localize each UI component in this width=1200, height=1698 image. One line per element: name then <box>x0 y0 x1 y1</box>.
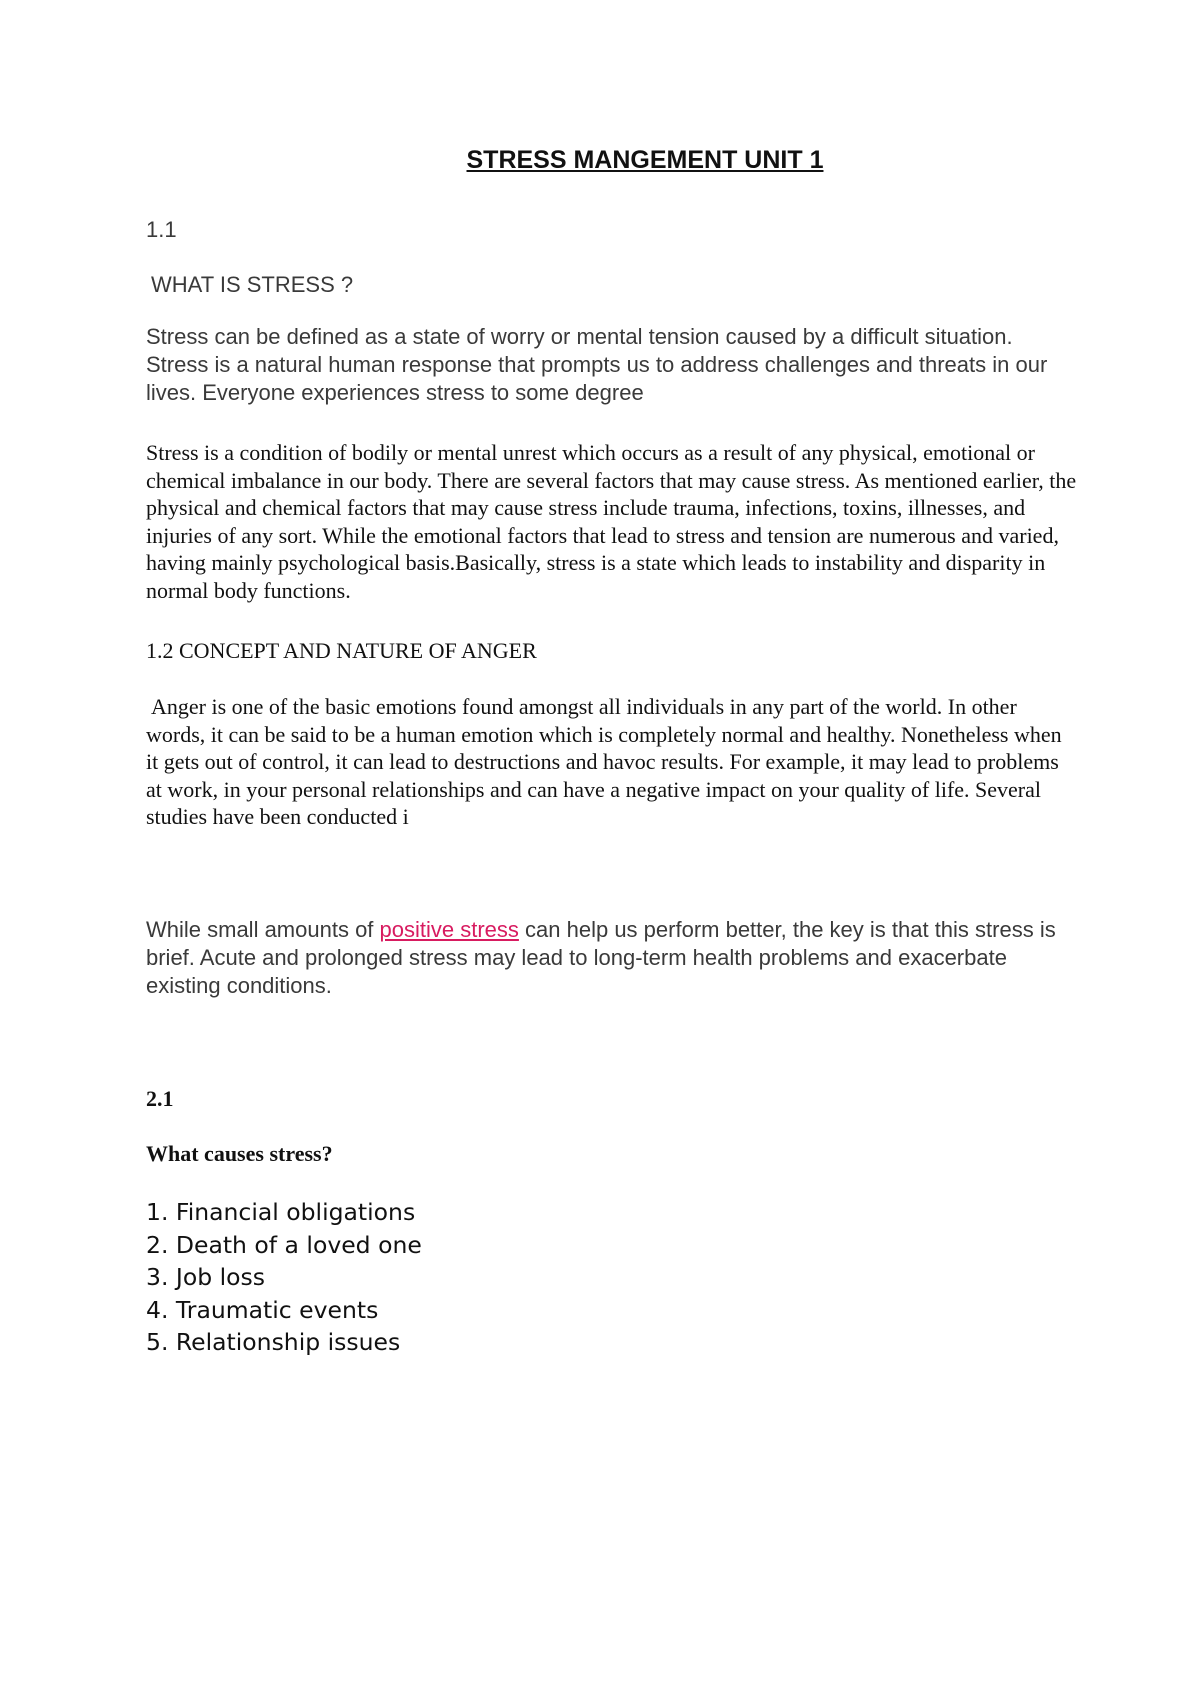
list-item: 2. Death of a loved one <box>146 1230 422 1259</box>
section-heading-anger: 1.2 CONCEPT AND NATURE OF ANGER <box>146 638 537 663</box>
section-number-1-1: 1.1 <box>146 217 177 242</box>
stress-causes-list <box>146 1196 422 1359</box>
document-title: STRESS MANGEMENT UNIT 1 <box>466 146 824 174</box>
stress-condition-paragraph: Stress is a condition of bodily or mental unrest which occurs as a result of any physical, emotional or chemical imbalance in our body. There are several factors that may cause stress. As mentioned earlier, the physical and chemical factors that may cause stress include trauma, infections, toxins, illnesses, and injuries of any sort. While the emotional factors that lead to stress and tension are numerous and varied, having mainly psychological basis.Basically, stress is a state which leads to instability and disparity in normal body functions. <box>146 440 1077 603</box>
list-item: 3. Job loss <box>146 1263 265 1291</box>
positive-stress-text-after: can help us perform better, the key is that this stress is brief. Acute and prolonged stress may lead to long-term health problems and exacerbate existing conditions. <box>146 917 1056 998</box>
section-number-2-1: 2.1 <box>146 1086 174 1111</box>
stress-definition-paragraph: Stress can be defined as a state of worry or mental tension caused by a difficult situation. Stress is a natural human response that prompts us to address challenges and threats in our lives. Everyone experiences stress to some degree <box>146 324 1048 405</box>
list-item: 5. Relationship issues <box>146 1328 401 1356</box>
list-item: 1. Financial obligations <box>146 1198 416 1226</box>
list-item: 4. Traumatic events <box>146 1295 379 1324</box>
anger-paragraph: Anger is one of the basic emotions found amongst all individuals in any part of the world. In other words, it can be said to be a human emotion which is completely normal and healthy. Nonetheless when it gets out of control, it can lead to destructions and havoc results. For example, it may lead to problems at work, in your personal relationships and can have a negative impact on your quality of life. Several studies have been conducted i <box>146 694 1062 830</box>
positive-stress-link[interactable]: positive stress <box>379 917 519 942</box>
positive-stress-text-before: While small amounts of <box>146 917 380 942</box>
positive-stress-paragraph <box>146 916 1076 1000</box>
section-heading-what-is-stress: WHAT IS STRESS ? <box>151 272 354 297</box>
section-heading-what-causes-stress: What causes stress? <box>146 1141 333 1166</box>
